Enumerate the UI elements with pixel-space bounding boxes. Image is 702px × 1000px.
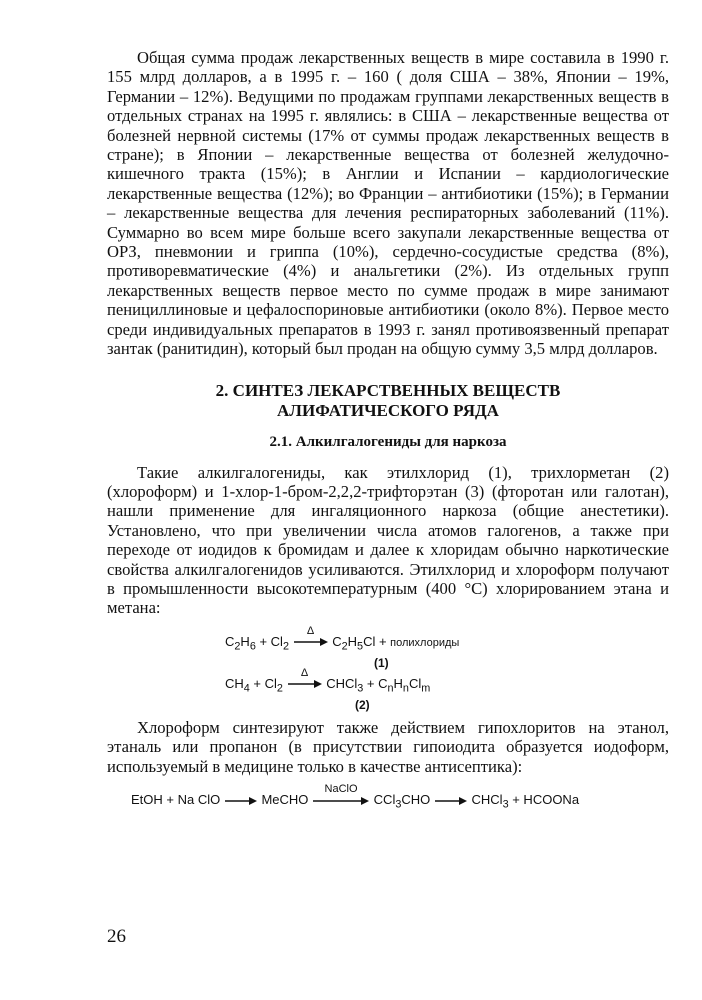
page-body <box>107 48 669 816</box>
reaction-1-polychlorides: полихлориды <box>390 636 460 649</box>
reaction-3-reagent: NaClO <box>324 782 358 795</box>
reaction-2 <box>225 667 431 695</box>
reaction-2-right: CHCl$_3$ + $C_nH_nCl_m$ <box>326 675 431 695</box>
reaction-1-condition: Δ <box>306 625 315 638</box>
arrow-right-icon <box>293 637 329 647</box>
section-heading <box>107 381 669 421</box>
section-heading-line1: 2. СИНТЕЗ ЛЕКАРСТВЕННЫХ ВЕЩЕСТВ <box>215 380 561 400</box>
page-number: 26 <box>107 926 126 947</box>
arrow-right-icon <box>312 796 370 806</box>
reaction-1-left: $C_2H_6 + Cl_2$ <box>225 633 289 653</box>
arrow-right-icon <box>224 796 258 806</box>
reaction-1-arrow <box>293 625 329 647</box>
reaction-2-label: (2) <box>355 697 370 712</box>
reaction-1-right: $C_2H_5Cl$ + полихлориды <box>332 633 460 653</box>
reaction-1 <box>225 625 460 653</box>
reaction-3-step2: MeCHO <box>261 791 309 807</box>
reaction-3-arrow2 <box>312 782 370 806</box>
reaction-1-label: (1) <box>374 655 389 670</box>
paragraph-alkylhalides: Такие алкилгалогениды, как этилхлорид (1), трихлорметан (2) (хлороформ) и 1-хлор-1-бром-2,2,2-трифторэтан (3) (фторотан или галотан), нашли применение для ингаляционного наркоза (общие анестетики). Установлено, что при увеличении числа атомов галогенов, а также при переходе от иодидов к бромидам и далее к хлоридам обычно наркотические свойства алкилгалогенидов усиливаются. Этилхлорид и хлороформ получают в промышленности высокотемпературным (400 °С) хлорированием этана и метана: <box>107 462 669 618</box>
arrow-right-icon <box>434 796 468 806</box>
reaction-3-arrow1 <box>224 796 258 806</box>
reaction-3 <box>107 782 669 816</box>
reaction-3-line <box>131 782 580 811</box>
subsection-heading: 2.1. Алкилгалогениды для наркоза <box>269 433 507 450</box>
arrow-right-icon <box>287 679 323 689</box>
paragraph-chloroform: Хлороформ синтезируют также действием гипохлоритов на этанол, этаналь или пропанон (в присутствии гипоиодита образуется иодоформ, используемый в медицине только в качестве антисептика): <box>107 717 669 776</box>
paragraph-sales: Общая сумма продаж лекарственных веществ в мире составила в 1990 г. 155 млрд долларов, а в 1995 г. – 160 ( доля США – 38%, Японии – 19%, Германии – 12%). Ведущими по продажам группами лекарственных веществ в отдельных странах на 1995 г. являлись: в США – лекарственные вещества от болезней нервной системы (17% от суммы продаж лекарственных веществ в стране); в Японии – лекарственные вещества от болезней желудочно-кишечного тракта (15%); в Англии и Испании – кардиологические лекарственные вещества (12%); во Франции – антибиотики (15%); в Германии – лекарственные вещества для лечения респираторных заболеваний (11%). Суммарно во всем мире больше всего закупали лекарственные вещества от ОРЗ, пневмонии и гриппа (10%), сердечно-сосудистые средства (8%), противоревматические (4%) и анальгетики (2%). Из отдельных групп лекарственных веществ первое место по сумме продаж в мире занимают пенициллиновые и цефалоспориновые антибиотики (около 8%). Первое место среди индивидуальных препаратов в 1993 г. занял противоязвенный препарат зантак (ранитидин), который был продан на общую сумму 3,5 млрд долларов. <box>107 48 669 359</box>
reaction-2-condition: Δ <box>300 667 309 680</box>
reaction-equations <box>107 626 669 710</box>
reaction-2-left: $CH_4 + Cl_2$ <box>225 675 283 695</box>
reaction-3-arrow3 <box>434 796 468 806</box>
reaction-3-step4: CHCl$_3$ + HCOONa <box>471 791 580 811</box>
section-heading-line2: АЛИФАТИЧЕСКОГО РЯДА <box>277 400 499 420</box>
reaction-2-arrow <box>287 667 323 689</box>
reaction-3-step1: EtOH + Na ClO <box>131 791 221 807</box>
reaction-3-step3: CCl$_3$CHO <box>373 791 431 811</box>
